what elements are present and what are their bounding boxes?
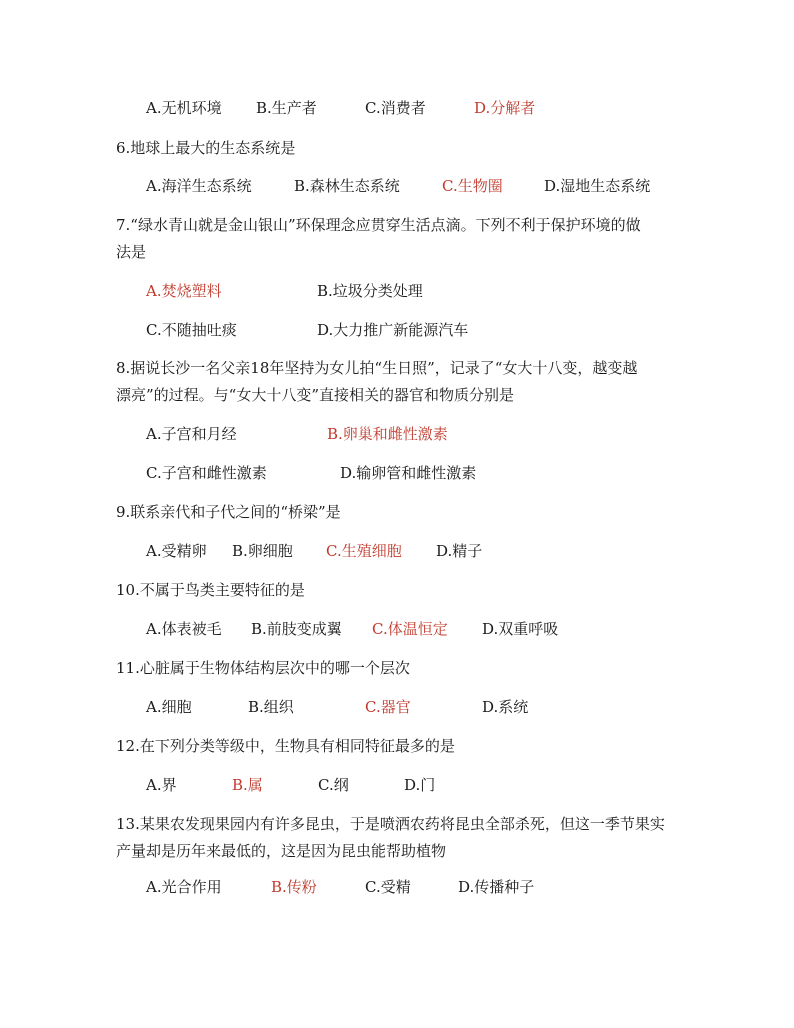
option-q13-b-answer: B.传粉 (271, 878, 317, 896)
option-q9-b: B.卵细胞 (232, 542, 293, 560)
option-q8-b-answer: B.卵巢和雌性激素 (327, 425, 448, 443)
question-13-stem-line2: 产量却是历年来最低的，这是因为昆虫能帮助植物 (116, 842, 447, 860)
option-q6-b: B.森林生态系统 (294, 177, 400, 195)
option-q10-a: A.体表被毛 (146, 620, 222, 638)
option-q6-c-answer: C.生物圈 (442, 177, 503, 195)
option-q8-c: C.子宫和雌性激素 (146, 464, 267, 482)
question-11-stem: 11.心脏属于生物体结构层次中的哪一个层次 (116, 659, 410, 677)
option-q7-d: D.大力推广新能源汽车 (317, 321, 469, 339)
option-q6-a: A.海洋生态系统 (146, 177, 252, 195)
option-q11-b: B.组织 (248, 698, 294, 716)
option-q13-c: C.受精 (365, 878, 411, 896)
option-q12-c: C.纲 (318, 776, 349, 794)
option-q12-a: A.界 (146, 776, 177, 794)
option-q7-c: C.不随抽吐痰 (146, 321, 237, 339)
option-q13-a: A.光合作用 (146, 878, 222, 896)
option-q13-d: D.传播种子 (458, 878, 535, 896)
option-q8-a: A.子宫和月经 (146, 425, 237, 443)
option-q12-d: D.门 (404, 776, 436, 794)
option-q6-d: D.湿地生态系统 (544, 177, 651, 195)
question-8-stem-line2: 漂亮”的过程。与“女大十八变”直接相关的器官和物质分别是 (116, 386, 515, 404)
question-7-stem-line2: 法是 (116, 243, 147, 261)
option-q9-c-answer: C.生殖细胞 (326, 542, 402, 560)
question-7-stem-line1: 7.“绿水青山就是金山银山”环保理念应贯穿生活点滴。下列不利于保护环境的做 (116, 216, 641, 234)
question-6-stem: 6.地球上最大的生态系统是 (116, 139, 296, 157)
question-13-stem-line1: 13.某果农发现果园内有许多昆虫，于是喷洒农药将昆虫全部杀死，但这一季节果实 (116, 815, 665, 833)
option-q5-d-answer: D.分解者 (474, 99, 536, 117)
option-q8-d: D.输卵管和雌性激素 (340, 464, 477, 482)
question-9-stem: 9.联系亲代和子代之间的“桥梁”是 (116, 503, 341, 521)
option-q11-a: A.细胞 (146, 698, 192, 716)
question-8-stem-line1: 8.据说长沙一名父亲18年坚持为女儿拍“生日照”，记录了“女大十八变，越变越 (116, 359, 638, 377)
option-q10-b: B.前肢变成翼 (251, 620, 342, 638)
option-q11-d: D.系统 (482, 698, 529, 716)
question-10-stem: 10.不属于鸟类主要特征的是 (116, 581, 305, 599)
option-q11-c-answer: C.器官 (365, 698, 411, 716)
option-q5-c: C.消费者 (365, 99, 426, 117)
option-q7-a-answer: A.焚烧塑料 (146, 282, 222, 300)
option-q9-a: A.受精卵 (146, 542, 207, 560)
option-q5-a: A.无机环境 (146, 99, 222, 117)
option-q10-d: D.双重呼吸 (482, 620, 559, 638)
question-12-stem: 12.在下列分类等级中，生物具有相同特征最多的是 (116, 737, 455, 755)
option-q7-b: B.垃圾分类处理 (317, 282, 423, 300)
option-q9-d: D.精子 (436, 542, 483, 560)
option-q10-c-answer: C.体温恒定 (372, 620, 448, 638)
option-q5-b: B.生产者 (256, 99, 317, 117)
option-q12-b-answer: B.属 (232, 776, 263, 794)
